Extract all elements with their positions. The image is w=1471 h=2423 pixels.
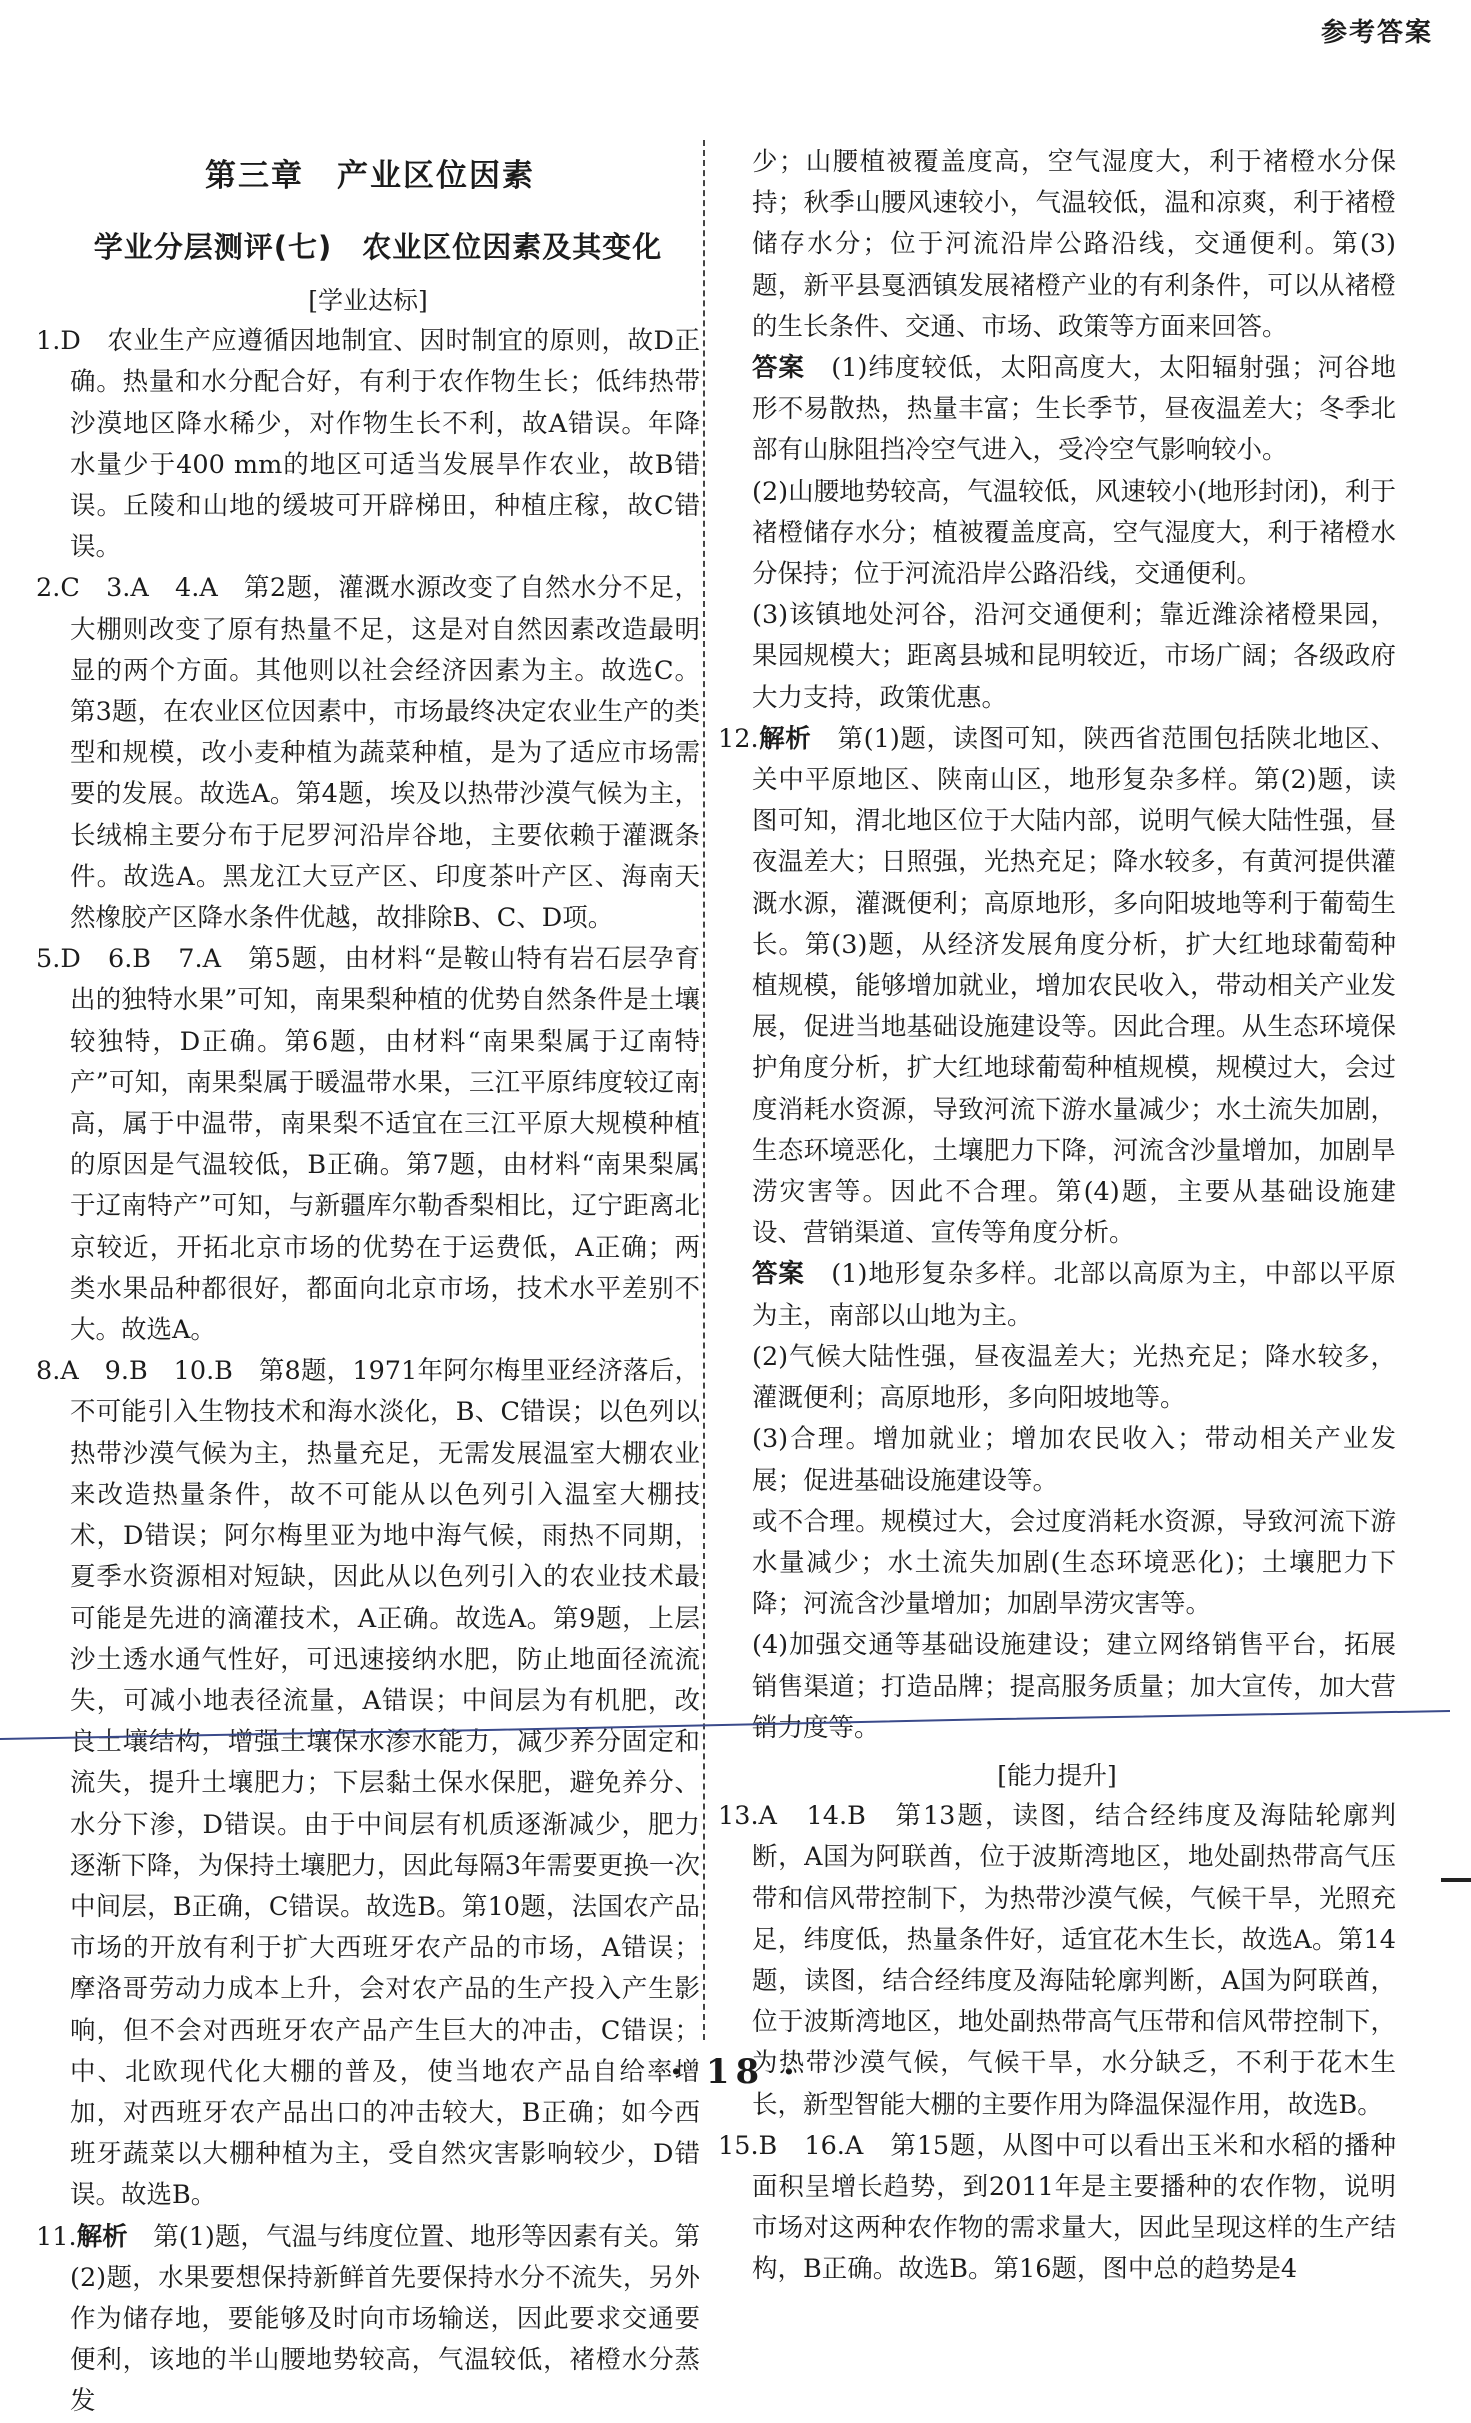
page-number: · 18 ·: [670, 2052, 801, 2092]
answer-label: 答案: [752, 353, 805, 384]
answer-paragraph: 2.C 3.A 4.A 第2题，灌溉水源改变了自然水分不足，大棚则改变了原有热量不足，这是对自然因素改造最明显的两个方面。其他则以社会经济因素为主。故选C。第3题，在农业区位因素中，市场最终决定农业生产的类型和规模，改小麦种植为蔬菜种植，是为了适应市场需要的发展。故选A。第4题，埃及以热带沙漠气候为主，长绒棉主要分布于尼罗河沿岸谷地，主要依赖于灌溉条件。故选A。黑龙江大豆产区、印度茶叶产区、海南天然橡胶产区降水条件优越，故排除B、C、D项。: [36, 573, 700, 934]
question-number: 12.: [718, 723, 759, 754]
answer-label: 答案: [752, 1259, 805, 1290]
answer-11: [718, 348, 1396, 472]
answer-paragraph: 5.D 6.B 7.A 第5题，由材料“是鞍山特有岩石层孕育出的独特水果”可知，南果梨种植的优势自然条件是土壤较独特，D正确。第6题，由材料“南果梨属于辽南特产”可知，南果梨属于暖温带水果，三江平原纬度较辽南高，属于中温带，南果梨不适宜在三江平原大规模种植的原因是气温较低，B正确。第7题，由材料“南果梨属于辽南特产”可知，与新疆库尔勒香梨相比，辽宁距离北京较近，开拓北京市场的优势在于运费低，A正确；两类水果品种都很好，都面向北京市场，技术水平差别不大。故选A。: [36, 944, 700, 1346]
pen-stroke: [0, 1705, 1471, 1745]
chapter-title: 第三章 产业区位因素: [205, 158, 535, 194]
analysis-label: 解析: [758, 723, 812, 754]
answer-paragraph: 13.A 14.B 第13题，读图，结合经纬度及海陆轮廓判断，A国为阿联酋，位于波斯湾地区，地处副热带高气压带和信风带控制下，为热带沙漠气候，气候干旱，光照充足，纬度低，热量条件好，适宜花木生长，故选A。第14题，读图，结合经纬度及海陆轮廓判断，A国为阿联酋，位于波斯湾地区，地处副热带高气压带和信风带控制下，为热带沙漠气候，气候干旱，水分缺乏，不利于花木生长，新型智能大棚的主要作用为降温保湿作用，故选B。: [718, 1801, 1396, 2120]
answer-text: (2)山腰地势较高，气温较低，风速较小(地形封闭)，利于褚橙储存水分；植被覆盖度高，空气湿度大，利于褚橙水分保持；位于河流沿岸公路沿线，交通便利。: [752, 476, 1396, 590]
answer-text: (4)加强交通等基础设施建设；建立网络销售平台，拓展销售渠道；打造品牌；提高服务质量；加大宣传，加大营销力度等。: [752, 1630, 1396, 1743]
answer-text: 或不合理。规模过大，会过度消耗水资源，导致河流下游水量减少；水土流失加剧(生态环境恶化)；土壤肥力下降；河流含沙量增加；加剧旱涝灾害等。: [752, 1506, 1396, 1620]
question-12-analysis: [718, 719, 1396, 1255]
answer-text: (2)气候大陆性强，昼夜温差大；光热充足；降水较多，灌溉便利；高原地形，多向阳坡地等。: [752, 1341, 1396, 1414]
analysis-label: 解析: [76, 2221, 128, 2252]
right-column: [718, 142, 1396, 2291]
answer-text: (1)地形复杂多样。北部以高原为主，中部以平原为主，南部以山地为主。: [752, 1259, 1396, 1331]
section-heading-advanced: [能力提升]: [997, 1760, 1117, 1790]
analysis-continuation: 少；山腰植被覆盖度高，空气湿度大，利于褚橙水分保持；秋季山腰风速较小，气温较低，温和凉爽，利于褚橙储存水分；位于河流沿岸公路沿线，交通便利。第(3)题，新平县戛洒镇发展褚橙产业的有利条件，可以从褚橙的生长条件、交通、市场、政策等方面来回答。: [752, 147, 1396, 342]
question-11-analysis: [36, 2217, 700, 2423]
answer-text: (3)合理。增加就业；增加农民收入；带动相关产业发展；促进基础设施建设等。: [752, 1424, 1396, 1496]
question-number: 11.: [36, 2221, 77, 2252]
analysis-text: 第(1)题，气温与纬度位置、地形等因素有关。第(2)题，水果要想保持新鲜首先要保持水分不流失，另外作为储存地，要能够及时向市场输送，因此要求交通要便利，该地的半山腰地势较高，气温较低，褚橙水分蒸发: [70, 2221, 700, 2417]
answer-paragraph: 8.A 9.B 10.B 第8题，1971年阿尔梅里亚经济落后，不可能引入生物技术和海水淡化，B、C错误；以色列以热带沙漠气候为主，热量充足，无需发展温室大棚农业来改造热量条件，故不可能从以色列引入温室大棚技术，D错误；阿尔梅里亚为地中海气候，雨热不同期，夏季水资源相对短缺，因此从以色列引入的农业技术最可能是先进的滴灌技术，A正确。故选A。第9题，上层沙土透水通气性好，可迅速接纳水肥，防止地面径流流失，可减小地表径流量，A错误；中间层为有机肥，改良土壤结构，增强土壤保水渗水能力，减少养分固定和流失，提升土壤肥力；下层黏土保水保肥，避免养分、水分下渗，D错误。由于中间层有机质逐渐减少，肥力逐渐下降，为保持土壤肥力，因此每隔3年需要更换一次中间层，B正确，C错误。故选B。第10题，法国农产品市场的开放有利于扩大西班牙农产品的市场，A错误；摩洛哥劳动力成本上升，会对农产品的生产投入产生影响，但不会对西班牙农产品产生巨大的冲击，C错误；中、北欧现代化大棚的普及，使当地农产品自给率增加，对西班牙农产品出口的冲击较大，B正确；如今西班牙蔬菜以大棚种植为主，受自然灾害影响较少，D错误。故选B。: [36, 1356, 700, 2211]
edge-mark: [1441, 1878, 1471, 1882]
header-label: 参考答案: [1320, 18, 1433, 48]
sub-title: 学业分层测评(七) 农业区位因素及其变化: [93, 230, 663, 264]
answer-paragraph: 1.D 农业生产应遵循因地制宜、因时制宜的原则，故D正确。热量和水分配合好，有利于农作物生长；低纬热带沙漠地区降水稀少，对作物生长不利，故A错误。年降水量少于400 mm的地区可适当发展旱作农业，故B错误。丘陵和山地的缓坡可开辟梯田，种植庄稼，故C错误。: [36, 326, 700, 563]
left-column: [36, 280, 700, 2423]
answer-12: [718, 1254, 1396, 1336]
analysis-text: 第(1)题，读图可知，陕西省范围包括陕北地区、关中平原地区、陕南山区，地形复杂多样。第(2)题，读图可知，渭北地区位于大陆内部，说明气候大陆性强，昼夜温差大；日照强，光热充足；降水较多，有黄河提供灌溉水源，灌溉便利；高原地形，多向阳坡地等利于葡萄生长。第(3)题，从经济发展角度分析，扩大红地球葡萄种植规模，能够增加就业，增加农民收入，带动相关产业发展，促进当地基础设施建设等。因此合理。从生态环境保护角度分析，扩大红地球葡萄种植规模，规模过大，会过度消耗水资源，导致河流下游水量减少；水土流失加剧，生态环境恶化，土壤肥力下降，河流含沙量增加，加剧旱涝灾害等。因此不合理。第(4)题，主要从基础设施建设、营销渠道、宣传等角度分析。: [752, 723, 1396, 1249]
section-heading-basic: [学业达标]: [308, 286, 428, 315]
answer-text: (1)纬度较低，太阳高度大，太阳辐射强；河谷地形不易散热，热量丰富；生长季节，昼夜温差大；冬季北部有山脉阻挡冷空气进入，受冷空气影响较小。: [752, 353, 1396, 466]
answer-paragraph: 15.B 16.A 第15题，从图中可以看出玉米和水稻的播种面积呈增长趋势，到2011年是主要播种的农作物，说明市场对这两种农作物的需求量大，因此呈现这样的生产结构，B正确。故选B。第16题，图中总的趋势是4: [718, 2130, 1396, 2285]
answer-text: (3)该镇地处河谷，沿河交通便利；靠近潍涂褚橙果园，果园规模大；距离县城和昆明较近，市场广阔；各级政府大力支持，政策优惠。: [752, 600, 1396, 713]
column-divider: [703, 140, 705, 2040]
